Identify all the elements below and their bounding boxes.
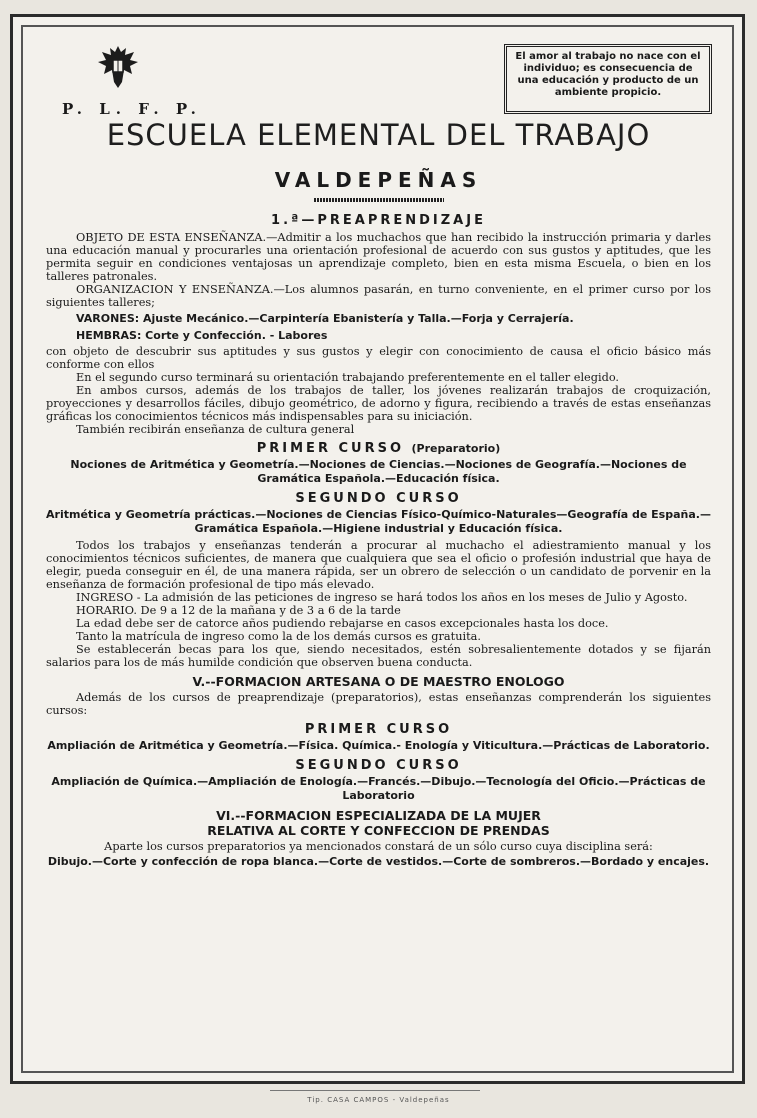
artesana-intro: Además de los cursos de preaprendizaje (preparatorios), estas enseñanzas comprenderán los siguientes cursos:	[46, 691, 711, 717]
todos-paragraph: Todos los trabajos y enseñanzas tenderán a procurar al muchacho el adiestramiento manual y los conocimientos técnicos suficientes, de manera que cualquiera que sea el oficio o profesión industrial que haya de elegir, pueda conseguir en él, de una manera rápida, ser un obrero de selección o un candidato de porvenir en la enseñanza de formación profesional de tipo más elevado.	[46, 539, 711, 591]
main-content	[46, 210, 711, 869]
artesana-segundo-heading: SEGUNDO CURSO	[295, 758, 462, 773]
segundo-curso-text: Aritmética y Geometría prácticas.—Nociones de Ciencias Físico-Químico-Naturales—Geografía de España.—Gramática Española.—Higiene industrial y Educación física.	[46, 508, 711, 535]
edad-paragraph: La edad debe ser de catorce años pudiendo rebajarse en casos excepcionales hasta los doce.	[76, 617, 609, 630]
ingreso-paragraph: INGRESO - La admisión de las peticiones de ingreso se hará todos los años en los meses de Julio y Agosto.	[76, 591, 688, 604]
primer-curso-heading	[46, 442, 711, 455]
city-name: VALDEPEÑAS	[274, 168, 483, 192]
matricula-paragraph: Tanto la matrícula de ingreso como la de los demás cursos es gratuita.	[76, 630, 481, 643]
printer-credit: Tip. CASA CAMPOS - Valdepeñas	[307, 1096, 450, 1104]
becas-paragraph: Se establecerán becas para los que, siendo necesitados, estén sobresalientemente dotados y se fijarán salarios para los de más humilde condición que observen buena conducta.	[46, 643, 711, 669]
artesana-segundo-text: Ampliación de Química.—Ampliación de Enología.—Francés.—Dibujo.—Tecnología del Oficio.—Prácticas de Laboratorio	[51, 775, 706, 802]
footer-rule	[270, 1090, 480, 1091]
ambos-paragraph: En ambos cursos, además de los trabajos de taller, los jóvenes realizarán trabajos de croquización, proyecciones y desarrollos fáciles, dibujo geométrico, de adorno y figura, recibiendo a través de estas enseñanzas gráficas los conocimientos técnicos más indispensables para su iniciación.	[46, 384, 711, 423]
section-preaprendizaje-heading: 1.ª—PREAPRENDIZAJE	[271, 213, 486, 228]
primer-curso-subtitle: (Preparatorio)	[411, 442, 501, 455]
mujer-intro: Aparte los cursos preparatorios ya mencionados constará de un sólo curso cuya disciplina será:	[104, 840, 653, 853]
varones-line: VARONES: Ajuste Mecánico.—Carpintería Ebanistería y Talla.—Forja y Cerrajería.	[76, 312, 574, 325]
artesana-primer-heading: PRIMER CURSO	[304, 722, 453, 737]
primer-curso-text: Nociones de Aritmética y Geometría.—Nociones de Ciencias.—Nociones de Geografía.—Nociones de Gramática Española.—Educación física.	[70, 458, 687, 485]
primer-curso-title: PRIMER CURSO	[256, 441, 404, 456]
hembras-line: HEMBRAS: Corte y Confección. - Labores	[76, 329, 328, 342]
objeto-paragraph: OBJETO DE ESTA ENSEÑANZA.—Admitir a los muchachos que han recibido la instrucción primaria y darles una educación manual y procurarles una orientación profesional de acuerdo con sus gustos y aptitudes, que les permita seguir en condiciones ventajosas un aprendizaje completo, bien en esta misma Escuela, o bien en los talleres patronales.	[46, 231, 711, 283]
decorative-divider	[314, 198, 444, 202]
page-title: ESCUELA ELEMENTAL DEL TRABAJO	[106, 118, 651, 152]
section-artesana-heading: V.--FORMACION ARTESANA O DE MAESTRO ENOLOGO	[192, 674, 565, 689]
organization-initials: P. L. F. P.	[62, 100, 202, 118]
section-mujer-heading-1: VI.--FORMACION ESPECIALIZADA DE LA MUJER	[216, 808, 541, 823]
horario-paragraph: HORARIO. De 9 a 12 de la mañana y de 3 a 6 de la tarde	[76, 604, 401, 617]
segundo-curso-heading: SEGUNDO CURSO	[295, 491, 462, 506]
eagle-emblem-icon	[96, 42, 140, 92]
organizacion-paragraph: ORGANIZACION Y ENSEÑANZA.—Los alumnos pasarán, en turno conveniente, en el primer curso por los siguientes talleres;	[46, 283, 711, 309]
artesana-primer-text: Ampliación de Aritmética y Geometría.—Física. Química.- Enología y Viticultura.—Prácticas de Laboratorio.	[47, 739, 710, 752]
objetivo-paragraph: con objeto de descubrir sus aptitudes y sus gustos y elegir con conocimiento de causa el oficio básico más conforme con ellos	[46, 345, 711, 371]
motto-box: El amor al trabajo no nace con el individuo; es consecuencia de una educación y producto de un ambiente propicio.	[504, 44, 712, 114]
cultura-paragraph: También recibirán enseñanza de cultura general	[76, 423, 355, 436]
section-mujer-heading-2: RELATIVA AL CORTE Y CONFECCION DE PRENDAS	[207, 823, 550, 838]
mujer-text: Dibujo.—Corte y confección de ropa blanca.—Corte de vestidos.—Corte de sombreros.—Bordado y encajes.	[47, 855, 710, 868]
segundo-paragraph: En el segundo curso terminará su orientación trabajando preferentemente en el taller elegido.	[76, 371, 620, 384]
